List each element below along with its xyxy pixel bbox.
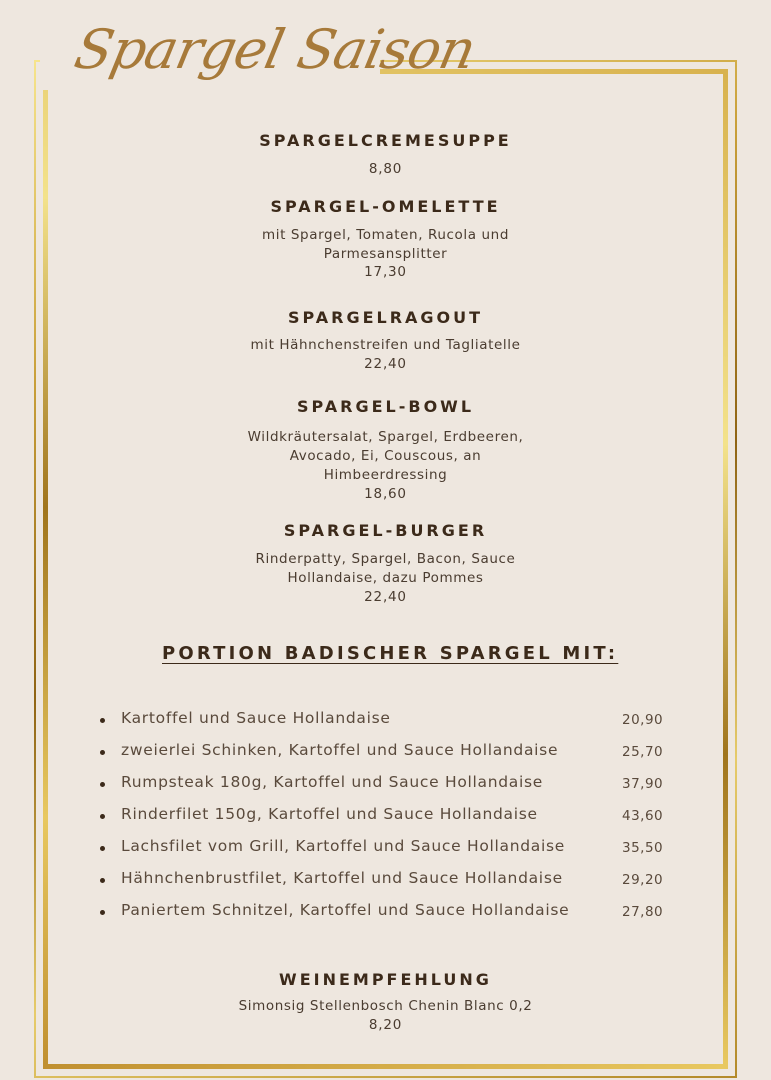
dish-name: SPARGEL-BURGER <box>283 521 488 540</box>
list-item <box>100 837 670 869</box>
bullet-icon <box>100 750 105 755</box>
portion-section-title: PORTION BADISCHER SPARGEL MIT: <box>162 643 619 664</box>
dish-description: Wildkräutersalat, Spargel, Erdbeeren, <box>247 429 524 445</box>
portion-label: Hähnchenbrustfilet, Kartoffel und Sauce Hollandaise <box>121 869 563 887</box>
list-item <box>100 709 670 741</box>
dish-price: 18,60 <box>364 486 407 502</box>
portion-price: 27,80 <box>622 904 664 920</box>
dish-name: SPARGEL-OMELETTE <box>270 197 501 216</box>
portion-price: 20,90 <box>622 712 664 728</box>
dish-description: mit Hähnchenstreifen und Tagliatelle <box>250 337 521 353</box>
dish-price: 22,40 <box>364 356 407 372</box>
dish-name: SPARGELCREMESUPPE <box>259 131 512 150</box>
dish-description: mit Spargel, Tomaten, Rucola und <box>262 227 509 243</box>
portion-price: 35,50 <box>622 840 664 856</box>
dish-name: SPARGEL-BOWL <box>296 397 475 416</box>
dish-description: Parmesansplitter <box>323 246 448 262</box>
list-item <box>100 869 670 901</box>
bullet-icon <box>100 782 105 787</box>
portion-label: Kartoffel und Sauce Hollandaise <box>121 709 391 727</box>
dish-price: 22,40 <box>364 589 407 605</box>
portion-label: Lachsfilet vom Grill, Kartoffel und Sauce Hollandaise <box>121 837 565 855</box>
list-item <box>100 805 670 837</box>
wine-name: Simonsig Stellenbosch Chenin Blanc 0,2 <box>238 998 533 1014</box>
bullet-icon <box>100 910 105 915</box>
portion-label: Rinderfilet 150g, Kartoffel und Sauce Hollandaise <box>121 805 538 823</box>
wine-price: 8,20 <box>368 1017 403 1033</box>
list-item <box>100 773 670 805</box>
portion-list <box>100 709 670 933</box>
dish-description: Himbeerdressing <box>323 467 448 483</box>
portion-price: 43,60 <box>622 808 664 824</box>
dish-description: Rinderpatty, Spargel, Bacon, Sauce <box>255 551 516 567</box>
bullet-icon <box>100 846 105 851</box>
wine-title: WEINEMPFEHLUNG <box>279 970 492 989</box>
menu-title: Spargel Saison <box>69 18 481 81</box>
bullet-icon <box>100 878 105 883</box>
portion-label: Rumpsteak 180g, Kartoffel und Sauce Hollandaise <box>121 773 543 791</box>
dish-description: Hollandaise, dazu Pommes <box>287 570 484 586</box>
portion-label: Paniertem Schnitzel, Kartoffel und Sauce Hollandaise <box>121 901 570 919</box>
dish-price: 8,80 <box>368 161 403 177</box>
list-item <box>100 901 670 933</box>
list-item <box>100 741 670 773</box>
portion-price: 29,20 <box>622 872 664 888</box>
bullet-icon <box>100 718 105 723</box>
portion-price: 37,90 <box>622 776 664 792</box>
portion-price: 25,70 <box>622 744 664 760</box>
bullet-icon <box>100 814 105 819</box>
dish-price: 17,30 <box>364 264 407 280</box>
dish-description: Avocado, Ei, Couscous, an <box>289 448 482 464</box>
portion-label: zweierlei Schinken, Kartoffel und Sauce Hollandaise <box>121 741 559 759</box>
dish-name: SPARGELRAGOUT <box>287 308 484 327</box>
